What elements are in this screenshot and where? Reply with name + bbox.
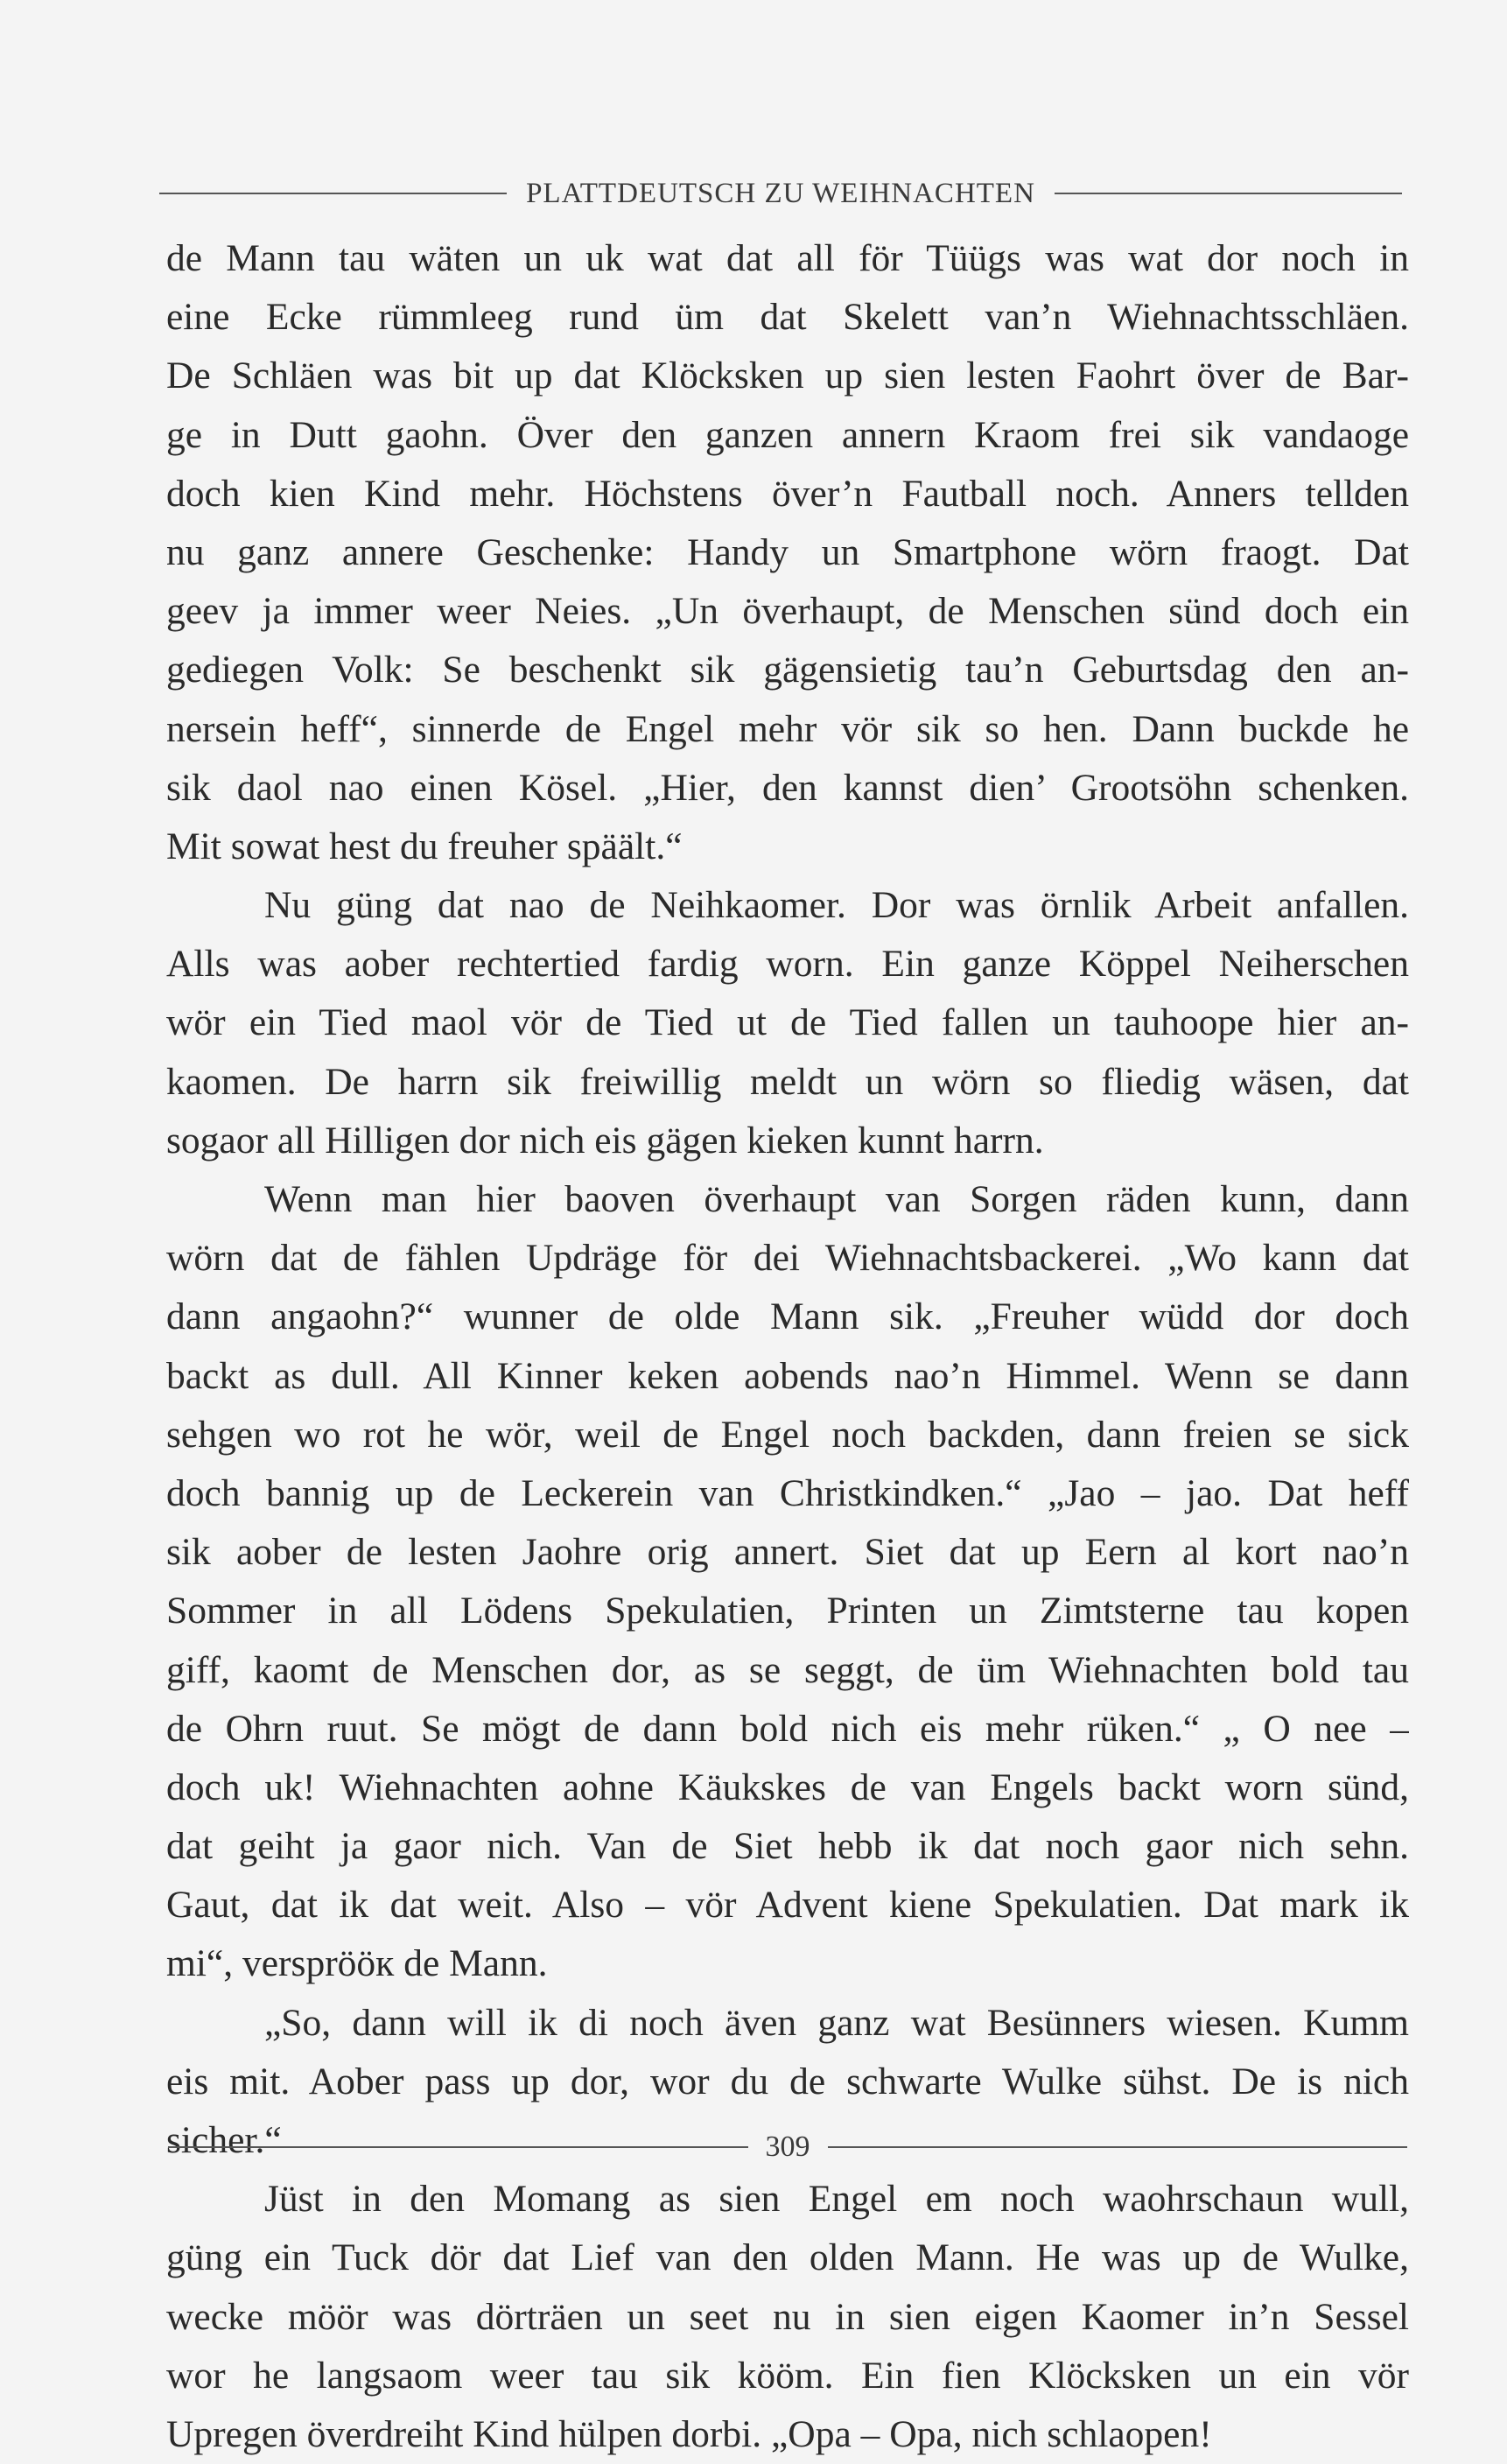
paragraph [166,876,1409,1170]
text-line: backt as dull. All Kinner keken aobends nao’n Himmel. Wenn se dann [166,1354,1409,1397]
text-line: nu ganz annere Geschenke: Handy un Smartphone wörn fraogt. Dat [166,530,1409,573]
text-line: wecke möör was dörträen un seet nu in sien eigen Kaomer in’n Sessel [166,2295,1409,2338]
text-line: wörn dat de fählen Updräge för dei Wiehnachtsbackerei. „Wo kann dat [166,1237,1409,1280]
text-line: Alls was aober rechtertied fardig worn. Ein ganze Köppel Neiherschen [166,943,1409,986]
text-line: sogaor all Hilligen dor nich eis gägen kieken kunnt harrn. [166,1119,1044,1162]
text-line: doch uk! Wiehnachten aohne Käukskes de van Engels backt worn sünd, [166,1766,1409,1808]
text-line: „So, dann will ik di noch även ganz wat Besünners wiesen. Kumm [264,2001,1409,2044]
text-line: de Mann tau wäten un uk wat dat all för Tüügs was wat dor noch in [166,237,1409,279]
text-line: Wenn man hier baoven överhaupt van Sorgen räden kunn, dann [264,1178,1409,1220]
text-line: Nu güng dat nao de Neihkaomer. Dor was örnlik Arbeit anfallen. [264,884,1409,927]
text-line: wor he langsaom weer tau sik kööm. Ein fien Klöcksken un ein vör [166,2354,1409,2397]
header-rule-right [1055,193,1402,194]
text-line: sik aober de lesten Jaohre orig annert. Siet dat up Eern al kort nao’n [166,1531,1409,1574]
running-header [159,172,1402,215]
text-line: güng ein Tuck dör dat Lief van den olden Mann. He was up de Wulke, [166,2236,1409,2279]
page-footer [168,2125,1407,2169]
text-line: sik daol nao einen Kösel. „Hier, den kannst dien’ Grootsöhn schenken. [166,766,1409,809]
footer-rule-right [828,2146,1408,2148]
text-line: eine Ecke rümmleeg rund üm dat Skelett van’n Wiehnachtsschläen. [166,296,1409,339]
text-line: mi“, versprööк de Mann. [166,1942,548,1985]
text-line: Jüst in den Momang as sien Engel em noch waohrschaun wull, [264,2178,1409,2221]
text-line: ge in Dutt gaohn. Över den ganzen annern Kraom frei sik vandaoge [166,413,1409,456]
text-line: de Ohrn ruut. Se mögt de dann bold nich eis mehr rüken.“ „ O nee – [166,1707,1409,1750]
text-line: Gaut, dat ik dat weit. Also – vör Advent kiene Spekulatien. Dat mark ik [166,1884,1409,1927]
text-line: sehgen wo rot he wör, weil de Engel noch backden, dann freien se sick [166,1413,1409,1456]
page-number: 309 [765,2131,810,2163]
paragraph [166,229,1409,876]
text-line: eis mit. Aober pass up dor, wor du de schwarte Wulke sühst. De is nich [166,2060,1409,2102]
text-line: wör ein Tied maol vör de Tied ut de Tied fallen un tauhoope hier an- [166,1001,1409,1044]
text-line: dat geiht ja gaor nich. Van de Siet hebb ik dat noch gaor nich sehn. [166,1825,1409,1868]
text-line: geev ja immer weer Neies. „Un överhaupt, de Menschen sünd doch ein [166,590,1409,633]
text-line: Upregen överdreiht Kind hülpen dorbi. „Opa – Opa, nich schlaopen! [166,2412,1212,2455]
text-line: giff, kaomt de Menschen dor, as se seggt, de üm Wiehnachten bold tau [166,1648,1409,1691]
text-line: doch bannig up de Leckerein van Christkindken.“ „Jao – jao. Dat heff [166,1471,1409,1514]
text-line: Sommer in all Lödens Spekulatien, Printen un Zimtsterne tau kopen [166,1590,1409,1632]
header-rule-left [159,193,507,194]
paragraph [166,1170,1409,1994]
text-line: dann angaohn?“ wunner de olde Mann sik. „Freuher wüdd dor doch [166,1295,1409,1338]
text-line: nersein heff“, sinnerde de Engel mehr vör sik so hen. Dann buckde he [166,707,1409,750]
text-line: Mit sowat hest du freuher späält.“ [166,825,683,867]
footer-rule-left [168,2146,748,2148]
text-line: De Schläen was bit up dat Klöcksken up sien lesten Faohrt över de Bar- [166,355,1409,397]
text-line: sicher.“ [166,2119,282,2161]
text-line: gediegen Volk: Se beschenkt sik gägensietig tau’n Geburtsdag den an- [166,649,1409,691]
paragraph [166,2170,1409,2464]
text-line: kaomen. De harrn sik freiwillig meldt un wörn so fliedig wäsen, dat [166,1060,1409,1103]
running-header-title: PLATTDEUTSCH ZU WEIHNACHTEN [526,177,1035,209]
text-line: doch kien Kind mehr. Höchstens över’n Fautball noch. Anners tellden [166,472,1409,515]
